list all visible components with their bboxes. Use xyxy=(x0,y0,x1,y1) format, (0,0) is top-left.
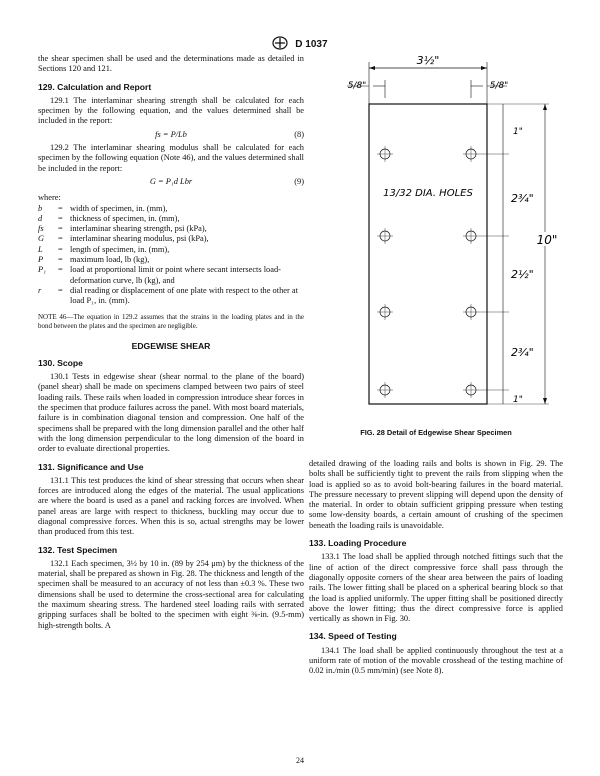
dim-width-label: 3½" xyxy=(416,54,440,67)
page-header xyxy=(0,36,600,53)
where-label: where: xyxy=(38,193,61,203)
para-131-1: 131.1 This test produces the kind of shear stressing that occurs when shear forces are introduced along the edges of the material. The usual applications are where the board is used as a panel and racking forces are involved. When panel areas are large with respect to thickness, buckling may occur due to diagonal compressive forces. When this is so, actual strengths may be lower than produced from this test. xyxy=(38,475,304,537)
astm-logo-icon xyxy=(272,36,288,53)
definition-item: d = thickness of specimen, in. (mm), xyxy=(38,213,180,223)
dim-c-label: 2¾" xyxy=(511,346,534,359)
page-number: 24 xyxy=(296,756,304,765)
definition-item: P = maximum load, lb (kg), xyxy=(38,255,150,265)
dim-length-label: 10" xyxy=(536,233,558,247)
designation: D 1037 xyxy=(295,39,328,51)
definition-item: fs = interlaminar shearing strength, psi (kPa), xyxy=(38,224,207,234)
para-134-1: 134.1 The load shall be applied continuously throughout the test at a uniform rate of motion of the movable crosshead of the testing machine of 0.02 in./min (0.5 mm/min) (see Note 8). xyxy=(309,645,563,676)
para-129-1: 129.1 The interlaminar shearing strength shall be calculated for each specimen by the following equation, and the values determined shall be included in the report: xyxy=(38,95,304,126)
section-130-title: 130. Scope xyxy=(38,357,83,368)
definition-item: L = length of specimen, in. (mm), xyxy=(38,244,170,254)
dim-b-label: 2½" xyxy=(511,268,534,281)
dim-top-label: 1" xyxy=(513,127,523,137)
note-46: NOTE 46—The equation in 129.2 assumes that the strains in the loading plates and in the bond between the plates and the specimen are negligible. xyxy=(38,312,304,330)
equation-9-body: G = P₁d Lbr xyxy=(149,176,193,186)
definition-item: b = width of specimen, in. (mm), xyxy=(38,203,168,213)
bolt-holes xyxy=(380,149,476,395)
para-132-1: 132.1 Each specimen, 3½ by 10 in. (89 by 254 μm) by the thickness of the material, shall be prepared as shown in Fig. 28. The thickness and length of the specimen shall be measured to an accuracy of not less than ±0.3 %. These two dimensions shall be used to determine the cross-sectional area for calculating the maximum shearing stress. The hardened steel loading rails with serrated gripping surfaces shall be bolted to the specimen with eight ⅜-in. (9.5-mm) high-strength bolts. A xyxy=(38,558,304,630)
right-column xyxy=(309,459,563,677)
section-133-title: 133. Loading Procedure xyxy=(309,538,407,549)
definition-item: G = interlaminar shearing modulus, psi (kPa), xyxy=(38,234,209,244)
figure-caption: FIG. 28 Detail of Edgewise Shear Specimen xyxy=(360,428,512,437)
dim-bottom-label: 1" xyxy=(513,395,523,405)
definitions-list xyxy=(38,193,304,306)
equation-9-number: (9) xyxy=(294,176,304,186)
para-129-2: 129.2 The interlaminar shearing modulus shall be calculated for each specimen by the following equation (Note 46), and the values determined shall be included in the report: xyxy=(38,143,304,173)
dim-a-label: 2¾" xyxy=(511,192,534,205)
equation-8 xyxy=(38,130,304,140)
section-134-title: 134. Speed of Testing xyxy=(309,631,397,642)
para-130-1: 130.1 Tests in edgewise shear (shear normal to the plane of the board) (panel shear) shall be made on specimens clamped between two pairs of steel loading rails. These rails when loaded in compression introduce shear forces in the specimen that produce failures across the panel. With most board materials, failure is in combination diagonal tension and compression. One half of the specimens shall be prepared with the long dimension parallel and the other half with the long dimension perpendicular to the long dimension of the board in order to evaluate directional properties. xyxy=(38,372,304,454)
definition-item: r = dial reading or displacement of one plate with respect to the other at load P₁, in. (mm). xyxy=(38,285,298,306)
continued-text: detailed drawing of the loading rails and bolts is shown in Fig. 29. The bolts shall be sufficiently tight to prevent the rails from slipping when the load is applied so as to avoid bolt-bearing failures in the board material. The pressure necessary to prevent slipping will depend upon the density of the material. In order to obtain sufficient gripping pressure when testing some low-density boards, a certain amount of crushing of the specimen beneath the loading rails is unavoidable. xyxy=(309,459,563,530)
specimen-figure xyxy=(309,54,563,414)
dim-left-label: 5/8" xyxy=(347,81,367,91)
equation-8-body: fs = P/Lb xyxy=(155,129,187,139)
equation-8-number: (8) xyxy=(294,129,304,139)
section-131-title: 131. Significance and Use xyxy=(38,461,144,472)
section-132-title: 132. Test Specimen xyxy=(38,544,118,555)
holes-label: 13/32 DIA. HOLES xyxy=(383,188,473,199)
intro-text: the shear specimen shall be used and the determinations made as detailed in Sections 120 and 121. xyxy=(38,54,304,74)
para-133-1: 133.1 The load shall be applied through notched fittings such that the line of action of the direct compressive force shall pass through the diagonally opposite corners of the shear area between the pairs of loading rails. The lower fitting shall be placed on a spherical bearing block so that the load is applied uniformly. The upper fitting shall be positioned directly above the lower fitting; thus the direct compressive force is applied vertically as shown in Fig. 30. xyxy=(309,552,563,624)
section-129-title: 129. Calculation and Report xyxy=(38,81,152,92)
dim-right-label: 5/8" xyxy=(489,81,509,91)
edgewise-shear-heading: EDGEWISE SHEAR xyxy=(131,340,211,351)
left-column xyxy=(38,54,304,631)
definition-item: P₁ = load at proportional limit or point where secant intersects load-deformation curve, lb (kg), and xyxy=(38,265,281,285)
equation-9 xyxy=(38,177,304,187)
